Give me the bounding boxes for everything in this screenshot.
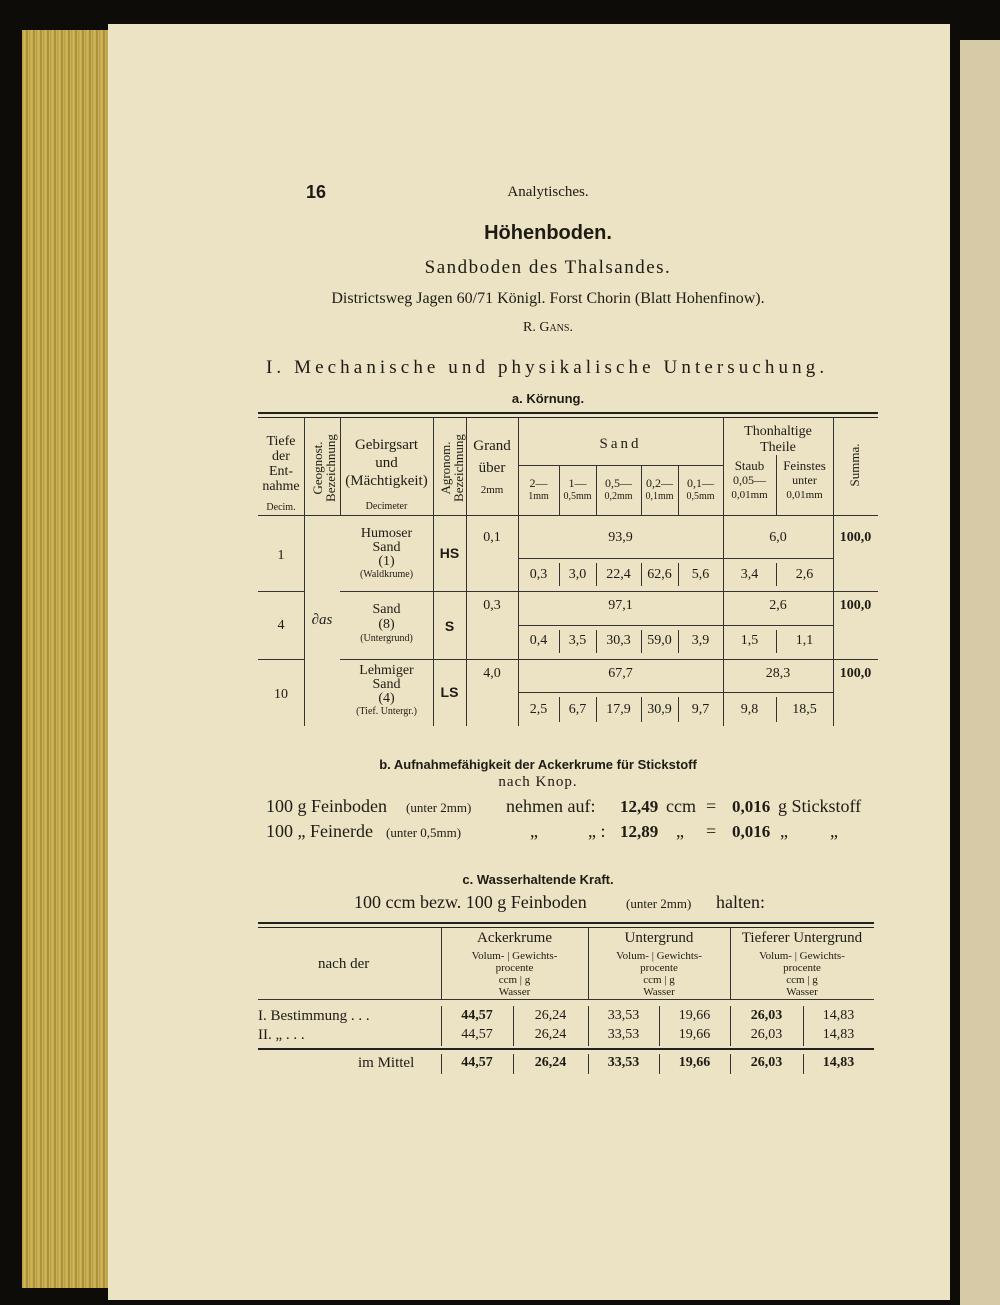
group-header-tieferer-untergrund: Tieferer Untergrund bbox=[741, 930, 863, 946]
col-header-gebirgsart-unit: Decimeter bbox=[365, 501, 408, 512]
col-header-grand: Grand über bbox=[473, 438, 511, 476]
page-title: Höhenboden. bbox=[484, 222, 612, 244]
col-header-tiefe-unit: Decim. bbox=[266, 502, 296, 513]
col-header-tiefe: Tiefe der Ent- nahme bbox=[262, 434, 300, 494]
subheader-untergrund: Volum- | Gewichts- procente ccm | g Wasser bbox=[616, 950, 702, 998]
section-subheading-knop: nach Knop. bbox=[498, 774, 578, 790]
col-header-sand-5: 0,1— 0,5mm bbox=[686, 476, 715, 502]
section-heading-koernung: a. Körnung. bbox=[511, 391, 585, 406]
col-header-gebirgsart: Gebirgsart und (Mächtigkeit) bbox=[345, 437, 428, 489]
col-header-sand: Sand bbox=[599, 436, 642, 452]
col-header-thon: Thonhaltige Theile bbox=[744, 424, 812, 455]
subheader-ackerkrume: Volum- | Gewichts- procente ccm | g Wasser bbox=[471, 950, 558, 998]
subheader-tieferer: Volum- | Gewichts- procente ccm | g Wasser bbox=[759, 950, 845, 998]
book-page: 16 Analytisches. Höhenboden. Sandboden des Thalsandes. Districtsweg Jagen 60/71 Königl. Forst Chorin (Blatt Hohenfinow). R. Gans. I. Mechanische und physikalische Untersuchung. a. Körnung. Tiefe der Ent- nahme Decim. Geognost. Bezeichnung Gebirgsart und (Mächtigkeit) Decimeter Agronom. Bezeichnung Grand über 2mm Sand 2— 1mm 1— 0,5mm 0,5— 0,2mm 0,2— 0,1mm 0,1— 0,5mm Thonhaltige Theile Staub 0,05— 0,01mm Feinstes unter 0,01mm Summa. ∂as 1 Humoser Sand (1) (Waldkrume) HS 0,1 93,9 0,3 3,0 22,4 62,6 5,6 6,0 3,4 2,6 100,0 4 Sand (8) (Untergrund) S 0,3 97,1 0,4 3,5 30,3 59,0 3,9 2,6 1,5 1,1 100,0 10 Lehmiger Sand (4) (Tief. Untergr.) LS 4,0 67,7 2,5 6,7 17,9 30,9 9,7 28,3 9,8 18,5 100,0 b. Aufnahmefähigkeit der Ackerkrume für Stickstoff nach Knop. 100 g Feinboden (unter 2mm) nehmen auf: 12,49 ccm = 0,016 g Stickstoff 100 „ Feinerde (unter 0,5mm) „ „ : 12,89 „ = 0,016 „ „ c. Wasserhaltende Kraft. 100 ccm bezw. 100 g Feinboden (unter 2mm) halten: nach der Ackerkrume Untergrund Tieferer Untergrund Volum- | Gewichts- procente ccm | g Wasser Volum- | Gewichts- procente ccm | g Wasser Volum- | Gewichts- procente ccm | g Wasser I. Bestimmung . . . 44,57 26,24 33,53 19,66 26,03 14,83 II. „ . . . 44,57 26,24 33,53 19,66 26,03 14,83 im Mittel 44,57 26,24 33,53 19,66 26,03 14,83 bbox=[108, 24, 950, 1300]
group-header-untergrund: Untergrund bbox=[624, 930, 694, 946]
row-label-header: nach der bbox=[318, 956, 370, 972]
col-header-sand-4: 0,2— 0,1mm bbox=[645, 476, 674, 502]
col-header-sand-2: 1— 0,5mm bbox=[563, 476, 592, 502]
group-header-ackerkrume: Ackerkrume bbox=[477, 930, 552, 946]
col-header-staub: Staub 0,05— 0,01mm bbox=[731, 458, 768, 501]
author: R. Gans. bbox=[523, 320, 573, 335]
col-header-sand-1: 2— 1mm bbox=[528, 476, 549, 502]
col-header-feinstes: Feinstes unter 0,01mm bbox=[783, 458, 826, 501]
col-header-sand-3: 0,5— 0,2mm bbox=[604, 476, 633, 502]
facing-page bbox=[960, 40, 1000, 1305]
geognost-value: ∂as bbox=[311, 612, 333, 628]
page-number: 16 bbox=[306, 182, 327, 202]
col-header-agronom: Agronom. Bezeichnung bbox=[438, 434, 466, 502]
book-page-edges bbox=[22, 30, 114, 1288]
col-header-grand-unit: 2mm bbox=[480, 484, 504, 496]
col-header-geognost: Geognost. Bezeichnung bbox=[310, 434, 338, 502]
running-title: Analytisches. bbox=[507, 184, 589, 200]
section-heading-mechanical: I. Mechanische und physikalische Untersuchung. bbox=[266, 357, 829, 378]
location-line: Districtsweg Jagen 60/71 Königl. Forst Chorin (Blatt Hohenfinow). bbox=[331, 290, 765, 307]
section-heading-wasser: c. Wasserhaltende Kraft. bbox=[462, 872, 614, 887]
subtitle: Sandboden des Thalsandes. bbox=[424, 257, 672, 278]
col-header-summa: Summa. bbox=[847, 443, 862, 487]
section-heading-stickstoff: b. Aufnahmefähigkeit der Ackerkrume für Stickstoff bbox=[379, 757, 697, 772]
